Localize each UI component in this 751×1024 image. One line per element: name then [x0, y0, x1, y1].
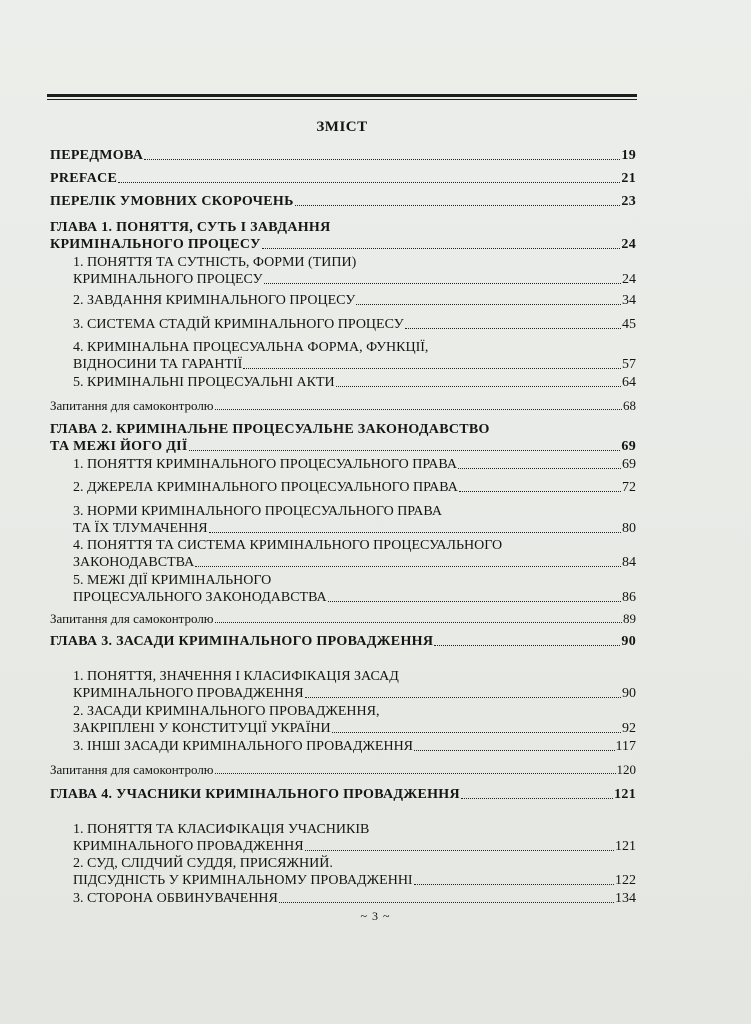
- dot-leader: [264, 283, 621, 284]
- toc-section[interactable]: [50, 855, 636, 889]
- toc-section[interactable]: [50, 572, 636, 606]
- toc-section[interactable]: [50, 292, 636, 309]
- toc-entry-text: ПЕРЕЛІК УМОВНИХ СКОРОЧЕНЬ: [50, 194, 294, 209]
- dot-leader: [414, 884, 614, 885]
- toc-page-number: 92: [622, 721, 636, 736]
- toc-entry-text: 4. КРИМІНАЛЬНА ПРОЦЕСУАЛЬНА ФОРМА, ФУНКЦІЇ,: [73, 340, 429, 355]
- toc-section[interactable]: [50, 374, 636, 391]
- toc-section[interactable]: [50, 339, 636, 373]
- dot-leader: [305, 850, 614, 851]
- toc-section[interactable]: [50, 890, 636, 907]
- toc-chapter[interactable]: [50, 219, 636, 253]
- toc-page-number: 134: [615, 891, 636, 906]
- toc-page-number: 69: [621, 439, 636, 454]
- toc-entry-text: 1. ПОНЯТТЯ КРИМІНАЛЬНОГО ПРОЦЕСУАЛЬНОГО ПРАВА: [73, 457, 457, 472]
- toc-entry-text: ТА МЕЖІ ЙОГО ДІЇ: [50, 439, 188, 454]
- toc-page-number: 86: [622, 590, 636, 605]
- toc-questions[interactable]: [50, 610, 636, 627]
- dot-leader: [405, 328, 621, 329]
- toc-page-number: 84: [622, 555, 636, 570]
- toc-entry-text: КРИМІНАЛЬНОГО ПРОЦЕСУ: [50, 237, 261, 252]
- toc-entry-text: 3. НОРМИ КРИМІНАЛЬНОГО ПРОЦЕСУАЛЬНОГО ПРАВА: [73, 504, 442, 519]
- dot-leader: [336, 386, 621, 387]
- dot-leader: [328, 601, 621, 602]
- toc-entry-text: ГЛАВА 2. КРИМІНАЛЬНЕ ПРОЦЕСУАЛЬНЕ ЗАКОНОДАВСТВО: [50, 422, 490, 437]
- toc-chapter[interactable]: [50, 170, 636, 187]
- toc-page-number: 89: [623, 611, 636, 626]
- toc-entry-text: 1. ПОНЯТТЯ ТА СУТНІСТЬ, ФОРМИ (ТИПИ): [73, 255, 357, 270]
- toc-chapter[interactable]: [50, 421, 636, 455]
- toc-entry-text: 3. ІНШІ ЗАСАДИ КРИМІНАЛЬНОГО ПРОВАДЖЕННЯ: [73, 739, 414, 754]
- toc-entry-text: 3. СИСТЕМА СТАДІЙ КРИМІНАЛЬНОГО ПРОЦЕСУ: [73, 317, 404, 332]
- toc-page-number: 23: [621, 194, 636, 209]
- toc-entry-text: ТА ЇХ ТЛУМАЧЕННЯ: [73, 521, 208, 536]
- toc-page-number: 68: [623, 398, 636, 413]
- toc-page-number: 90: [621, 634, 636, 649]
- dot-leader: [414, 750, 614, 751]
- toc-entry-text: 5. МЕЖІ ДІЇ КРИМІНАЛЬНОГО: [73, 573, 272, 588]
- toc-section[interactable]: [50, 738, 636, 755]
- toc-entry-text: 2. ДЖЕРЕЛА КРИМІНАЛЬНОГО ПРОЦЕСУАЛЬНОГО ПРАВА: [73, 480, 458, 495]
- header-rule-thin: [47, 99, 637, 100]
- dot-leader: [215, 622, 622, 623]
- toc-section[interactable]: [50, 503, 636, 537]
- toc-section[interactable]: [50, 703, 636, 737]
- dot-leader: [461, 798, 613, 799]
- toc-page-number: 72: [622, 480, 636, 495]
- toc-entry-text: ГЛАВА 4. УЧАСНИКИ КРИМІНАЛЬНОГО ПРОВАДЖЕННЯ: [50, 787, 460, 802]
- toc-page-number: 117: [615, 739, 636, 754]
- toc-section[interactable]: [50, 254, 636, 288]
- dot-leader: [243, 368, 621, 369]
- toc-entry-text: 2. ЗАВДАННЯ КРИМІНАЛЬНОГО ПРОЦЕСУ: [73, 293, 356, 308]
- toc-section[interactable]: [50, 821, 636, 855]
- dot-leader: [118, 182, 620, 183]
- toc-entry-text: 4. ПОНЯТТЯ ТА СИСТЕМА КРИМІНАЛЬНОГО ПРОЦЕСУАЛЬНОГО: [73, 538, 503, 553]
- toc-entry-text: КРИМІНАЛЬНОГО ПРОЦЕСУ: [73, 272, 263, 287]
- toc-section[interactable]: [50, 316, 636, 333]
- dot-leader: [209, 532, 621, 533]
- toc-entry-text: ЗАКОНОДАВСТВА: [73, 555, 195, 570]
- dot-leader: [356, 304, 621, 305]
- toc-entry-text: PREFACE: [50, 171, 118, 186]
- toc-page-number: 120: [616, 762, 636, 777]
- dot-leader: [144, 159, 620, 160]
- toc-section[interactable]: [50, 537, 636, 571]
- page-number: ~ 3 ~: [360, 909, 391, 923]
- toc-section[interactable]: [50, 668, 636, 702]
- toc-page-number: 122: [615, 873, 636, 888]
- toc-entry-text: Запитання для самоконтролю: [50, 611, 214, 626]
- dot-leader: [279, 902, 614, 903]
- toc-page-number: 24: [621, 237, 636, 252]
- toc-chapter[interactable]: [50, 786, 636, 803]
- toc-page-number: 19: [621, 148, 636, 163]
- toc-chapter[interactable]: [50, 193, 636, 210]
- toc-entry-text: 5. КРИМІНАЛЬНІ ПРОЦЕСУАЛЬНІ АКТИ: [73, 375, 335, 390]
- toc-entry-text: 1. ПОНЯТТЯ, ЗНАЧЕННЯ І КЛАСИФІКАЦІЯ ЗАСАД: [73, 669, 399, 684]
- toc-entry-text: ГЛАВА 1. ПОНЯТТЯ, СУТЬ І ЗАВДАННЯ: [50, 220, 331, 235]
- dot-leader: [332, 732, 621, 733]
- dot-leader: [458, 468, 621, 469]
- dot-leader: [434, 645, 620, 646]
- toc-entry-text: Запитання для самоконтролю: [50, 762, 214, 777]
- toc-entry-text: 2. СУД, СЛІДЧИЙ СУДДЯ, ПРИСЯЖНИЙ.: [73, 856, 333, 871]
- toc-entry-text: КРИМІНАЛЬНОГО ПРОВАДЖЕННЯ: [73, 686, 304, 701]
- toc-page-number: 24: [622, 272, 636, 287]
- dot-leader: [459, 491, 621, 492]
- toc-entry-text: КРИМІНАЛЬНОГО ПРОВАДЖЕННЯ: [73, 839, 304, 854]
- dot-leader: [189, 450, 621, 451]
- toc-chapter[interactable]: [50, 147, 636, 164]
- toc-page-number: 34: [622, 293, 636, 308]
- dot-leader: [305, 697, 621, 698]
- dot-leader: [215, 409, 622, 410]
- dot-leader: [295, 205, 621, 206]
- toc-entry-text: Запитання для самоконтролю: [50, 398, 214, 413]
- toc-entry-text: ГЛАВА 3. ЗАСАДИ КРИМІНАЛЬНОГО ПРОВАДЖЕННЯ: [50, 634, 434, 649]
- dot-leader: [262, 248, 621, 249]
- toc-page-number: 45: [622, 317, 636, 332]
- toc-page-number: 90: [622, 686, 636, 701]
- toc-entry-text: ПРОЦЕСУАЛЬНОГО ЗАКОНОДАВСТВА: [73, 590, 327, 605]
- toc-page-number: 121: [615, 839, 636, 854]
- toc-entry-text: ПІДСУДНІСТЬ У КРИМІНАЛЬНОМУ ПРОВАДЖЕННІ: [73, 873, 413, 888]
- toc-questions[interactable]: [50, 761, 636, 778]
- toc-section[interactable]: [50, 479, 636, 496]
- toc-section[interactable]: [50, 456, 636, 473]
- dot-leader: [215, 773, 616, 774]
- toc-questions[interactable]: [50, 397, 636, 414]
- toc-page-number: 69: [622, 457, 636, 472]
- toc-entry-text: 1. ПОНЯТТЯ ТА КЛАСИФІКАЦІЯ УЧАСНИКІВ: [73, 822, 370, 837]
- toc-page-number: 64: [622, 375, 636, 390]
- toc-page-number: 121: [614, 787, 636, 802]
- toc-entry-text: 3. СТОРОНА ОБВИНУВАЧЕННЯ: [73, 891, 278, 906]
- page-title: ЗМІСТ: [316, 119, 368, 135]
- toc-chapter[interactable]: [50, 633, 636, 650]
- toc-page-number: 57: [622, 357, 636, 372]
- dot-leader: [195, 566, 621, 567]
- toc-entry-text: ВІДНОСИНИ ТА ГАРАНТІЇ: [73, 357, 243, 372]
- toc-entry-text: 2. ЗАСАДИ КРИМІНАЛЬНОГО ПРОВАДЖЕННЯ,: [73, 704, 380, 719]
- toc-entry-text: ПЕРЕДМОВА: [50, 148, 144, 163]
- toc-page-number: 80: [622, 521, 636, 536]
- toc-page-number: 21: [621, 171, 636, 186]
- toc-entry-text: ЗАКРІПЛЕНІ У КОНСТИТУЦІЇ УКРАЇНИ: [73, 721, 331, 736]
- header-rule-thick: [47, 94, 637, 97]
